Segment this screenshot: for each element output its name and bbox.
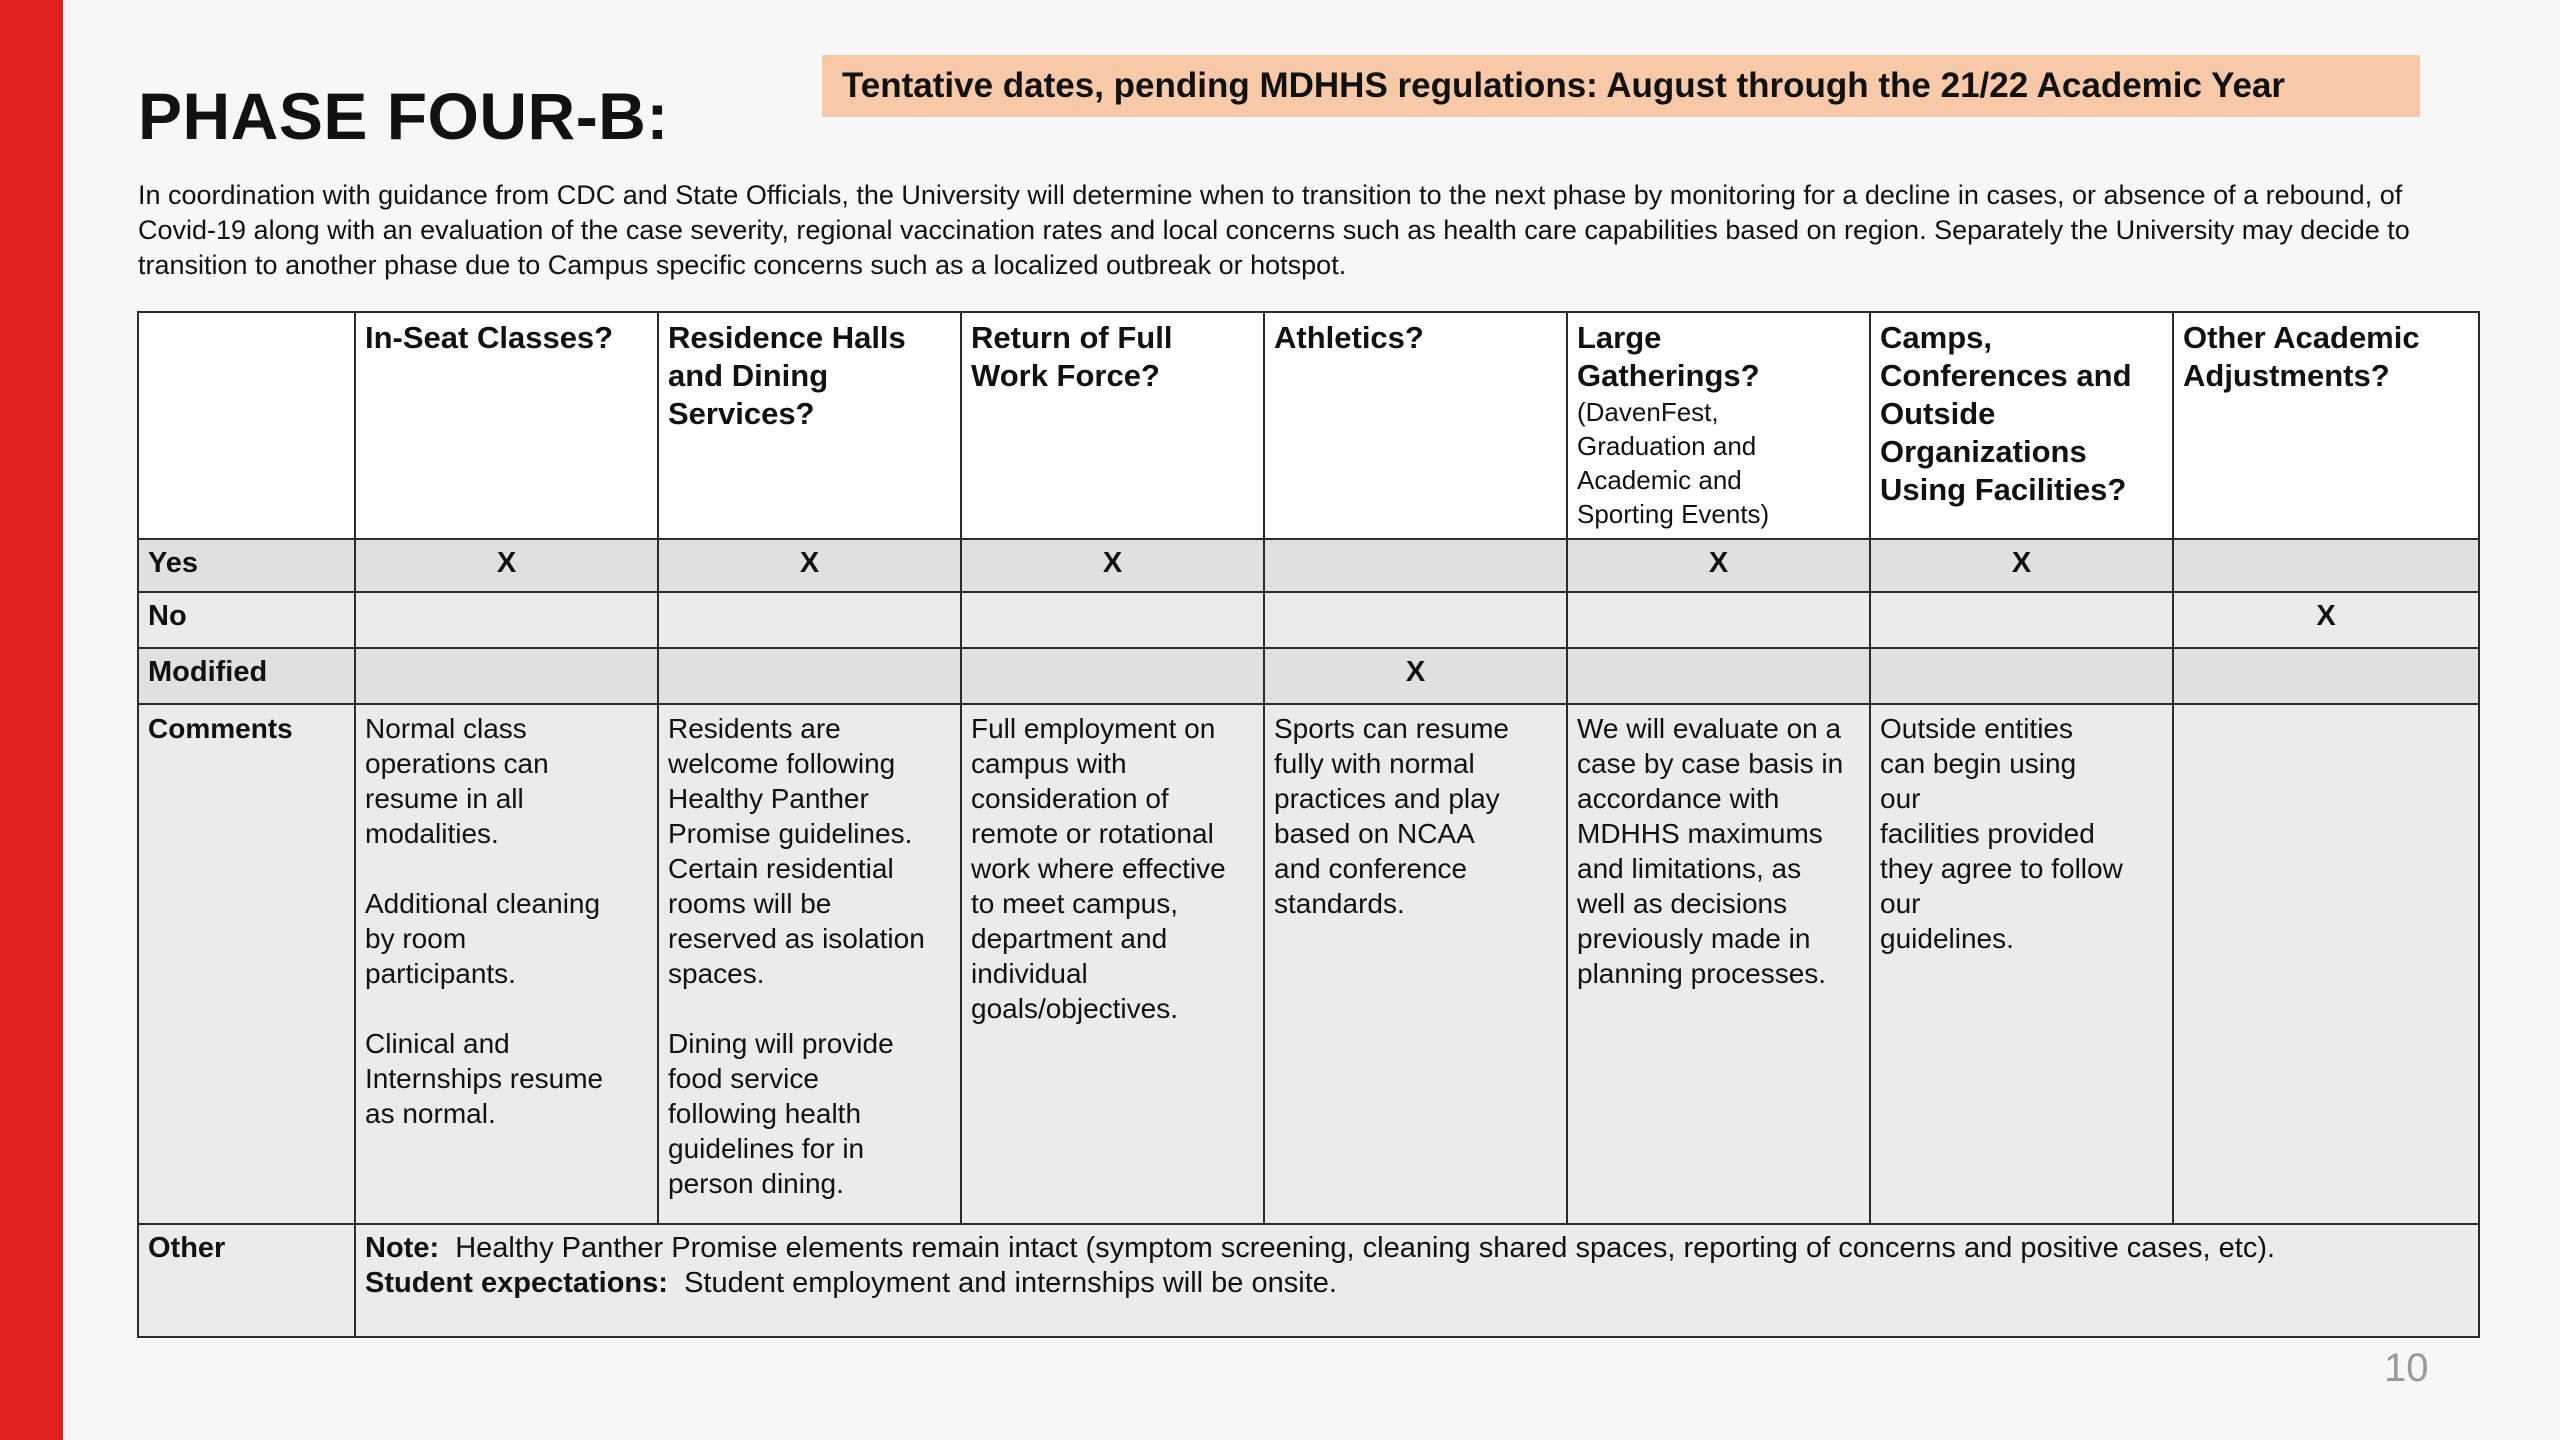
comments-row: [138, 704, 2479, 1224]
header-corner-cell: [138, 312, 355, 539]
comment-cell: [658, 704, 961, 1224]
comment-paragraph: Clinical and Internships resume as normal.: [365, 1028, 604, 1129]
row-label-no: No: [138, 592, 355, 648]
yes-mark: X: [961, 539, 1264, 592]
comment-paragraph: Residents are welcome following Healthy Panther Promise guidelines. Certain residential rooms will be reserved as isolation spaces.: [668, 713, 925, 989]
yes-row: [138, 539, 2479, 592]
modified-mark: [1567, 648, 1870, 704]
modified-mark: [961, 648, 1264, 704]
comment-cell: [1264, 704, 1567, 1224]
yes-mark: X: [1870, 539, 2173, 592]
header-cell: Return of Full Work Force?: [961, 312, 1264, 539]
student-text: Student employment and internships will be onsite.: [684, 1267, 1337, 1299]
row-label-modified: Modified: [138, 648, 355, 704]
no-mark: [961, 592, 1264, 648]
row-label-yes: Yes: [138, 539, 355, 592]
no-mark: [658, 592, 961, 648]
modified-mark: [2173, 648, 2479, 704]
dates-banner: Tentative dates, pending MDHHS regulations: August through the 21/22 Academic Year: [822, 55, 2420, 117]
row-label-other: Other: [138, 1224, 355, 1337]
comment-cell: [961, 704, 1264, 1224]
modified-mark: [355, 648, 658, 704]
no-mark: X: [2173, 592, 2479, 648]
modified-mark: [658, 648, 961, 704]
no-row: [138, 592, 2479, 648]
comment-cell: [2173, 704, 2479, 1224]
no-mark: [1870, 592, 2173, 648]
modified-mark: X: [1264, 648, 1567, 704]
accent-bar: [0, 0, 63, 1440]
no-mark: [1567, 592, 1870, 648]
comment-paragraph: Outside entities can begin using our facilities provided they agree to follow our guidelines.: [1880, 713, 2123, 954]
header-cell: Residence Halls and Dining Services?: [658, 312, 961, 539]
modified-row: [138, 648, 2479, 704]
intro-paragraph: In coordination with guidance from CDC and State Officials, the University will determine when to transition to the next phase by monitoring for a decline in cases, or absence of a rebound, of Covid-19 along with an evaluation of the case severity, regional vaccination rates and local concerns such as health care capabilities based on region. Separately the University may decide to transition to another phase due to Campus specific concerns such as a localized outbreak or hotspot.: [138, 180, 2410, 280]
yes-mark: X: [1567, 539, 1870, 592]
comment-paragraph: We will evaluate on a case by case basis in accordance with MDHHS maximums and limitations, as well as decisions previously made in planning processes.: [1577, 713, 1844, 989]
header-cell: Camps, Conferences and Outside Organizations Using Facilities?: [1870, 312, 2173, 539]
header-cell: In-Seat Classes?: [355, 312, 658, 539]
other-cell: [355, 1224, 2479, 1337]
header-cell: Athletics?: [1264, 312, 1567, 539]
student-line: [365, 1266, 2469, 1301]
header-cell: Other Academic Adjustments?: [2173, 312, 2479, 539]
yes-mark: X: [658, 539, 961, 592]
modified-mark: [1870, 648, 2173, 704]
note-text: Healthy Panther Promise elements remain intact (symptom screening, cleaning shared spaces, reporting of concerns and positive cases, etc).: [455, 1232, 2276, 1264]
page-number: 10: [2384, 1346, 2429, 1390]
no-mark: [1264, 592, 1567, 648]
yes-mark: X: [355, 539, 658, 592]
comment-paragraph: Additional cleaning by room participants.: [365, 888, 601, 989]
no-mark: [355, 592, 658, 648]
yes-mark: [1264, 539, 1567, 592]
yes-mark: [2173, 539, 2479, 592]
comment-cell: [355, 704, 658, 1224]
student-label: Student expectations:: [365, 1267, 668, 1299]
comment-paragraph: Sports can resume fully with normal practices and play based on NCAA and conference standards.: [1274, 713, 1509, 919]
comment-paragraph: Normal class operations can resume in all modalities.: [365, 713, 549, 849]
header-row: [138, 312, 2479, 539]
phase-table: [137, 311, 2480, 1338]
comment-paragraph: Full employment on campus with consideration of remote or rotational work where effective to meet campus, department and individual goals/objectives.: [971, 713, 1226, 1024]
page-title: PHASE FOUR-B:: [138, 79, 669, 153]
row-label-comments: Comments: [138, 704, 355, 1224]
comment-paragraph: Dining will provide food service following health guidelines for in person dining.: [668, 1028, 894, 1199]
comment-cell: [1567, 704, 1870, 1224]
comment-cell: [1870, 704, 2173, 1224]
other-row: [138, 1224, 2479, 1337]
note-line: [365, 1231, 2469, 1266]
note-label: Note:: [365, 1232, 440, 1264]
header-cell: Large Gatherings? (DavenFest, Graduation and Academic and Sporting Events): [1567, 312, 1870, 539]
